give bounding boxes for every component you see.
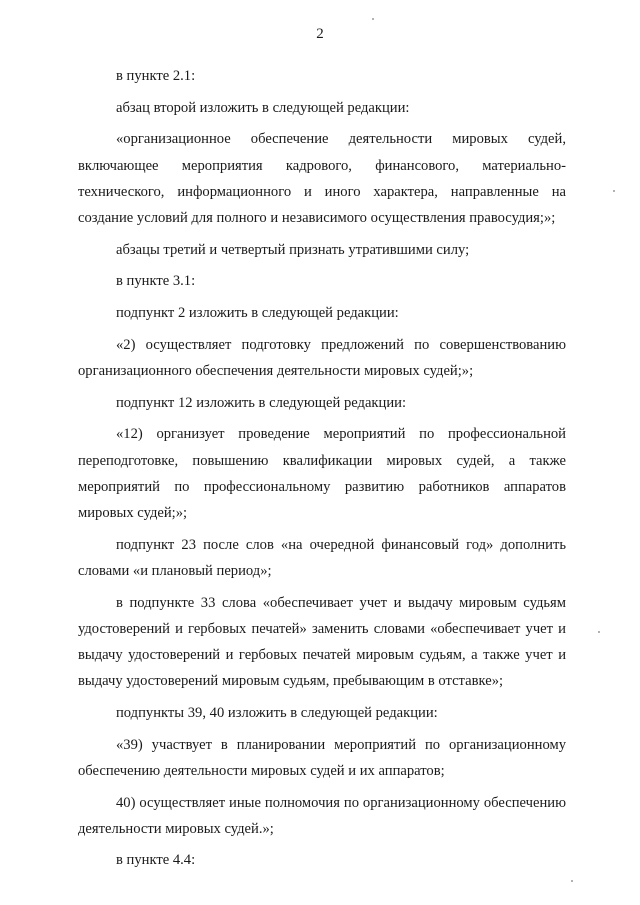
paragraph: в пункте 3.1: (116, 273, 196, 290)
paragraph: подпункты 39, 40 изложить в следующей редакции: (116, 704, 438, 721)
page-number: 2 (316, 26, 324, 42)
scan-speck (571, 880, 573, 882)
paragraph: подпункт 2 изложить в следующей редакции: (116, 305, 399, 322)
paragraph: «39) участвует в планировании мероприятий по организационному обеспечению деятельности мировых судей и их аппаратов; (78, 736, 566, 779)
paragraph: в пункте 2.1: (116, 68, 196, 84)
document-body (78, 63, 566, 874)
paragraph: абзац второй изложить в следующей редакции: (116, 99, 410, 116)
paragraph: в пункте 4.4: (116, 852, 196, 869)
scan-speck (613, 190, 615, 192)
paragraph: подпункт 12 изложить в следующей редакции: (116, 394, 407, 411)
paragraph: подпункт 23 после слов «на очередной финансовый год» дополнить словами «и плановый период»; (78, 536, 566, 579)
paragraph: «2) осуществляет подготовку предложений по совершенствованию организационного обеспечения деятельности мировых судей;»; (78, 336, 566, 380)
scan-speck (372, 18, 374, 20)
paragraph: «организационное обеспечение деятельности мировых судей, включающее мероприятия кадрового, финансового, материально-технического, информационного и иного характера, направленные на создание условий для полного и независимого осуществления правосудия;»; (78, 131, 566, 227)
paragraph: 40) осуществляет иные полномочия по организационному обеспечению деятельности мировых судей.»; (78, 794, 566, 837)
paragraph: «12) организует проведение мероприятий по профессиональной переподготовке, повышению квалификации мировых судей, а также мероприятий по профессиональному развитию работников аппаратов мировых судей;»; (78, 426, 566, 522)
paragraph: абзацы третий и четвертый признать утратившими силу; (116, 241, 470, 258)
scan-speck (598, 631, 600, 633)
paragraph: в подпункте 33 слова «обеспечивает учет и выдачу мировым судьям удостоверений и гербовых печатей» заменить словами «обеспечивает учет и выдачу удостоверений и гербовых печатей мировым судьям, а также учет и выдачу удостоверений мировым судьям, пребывающим в отставке»; (78, 594, 566, 690)
